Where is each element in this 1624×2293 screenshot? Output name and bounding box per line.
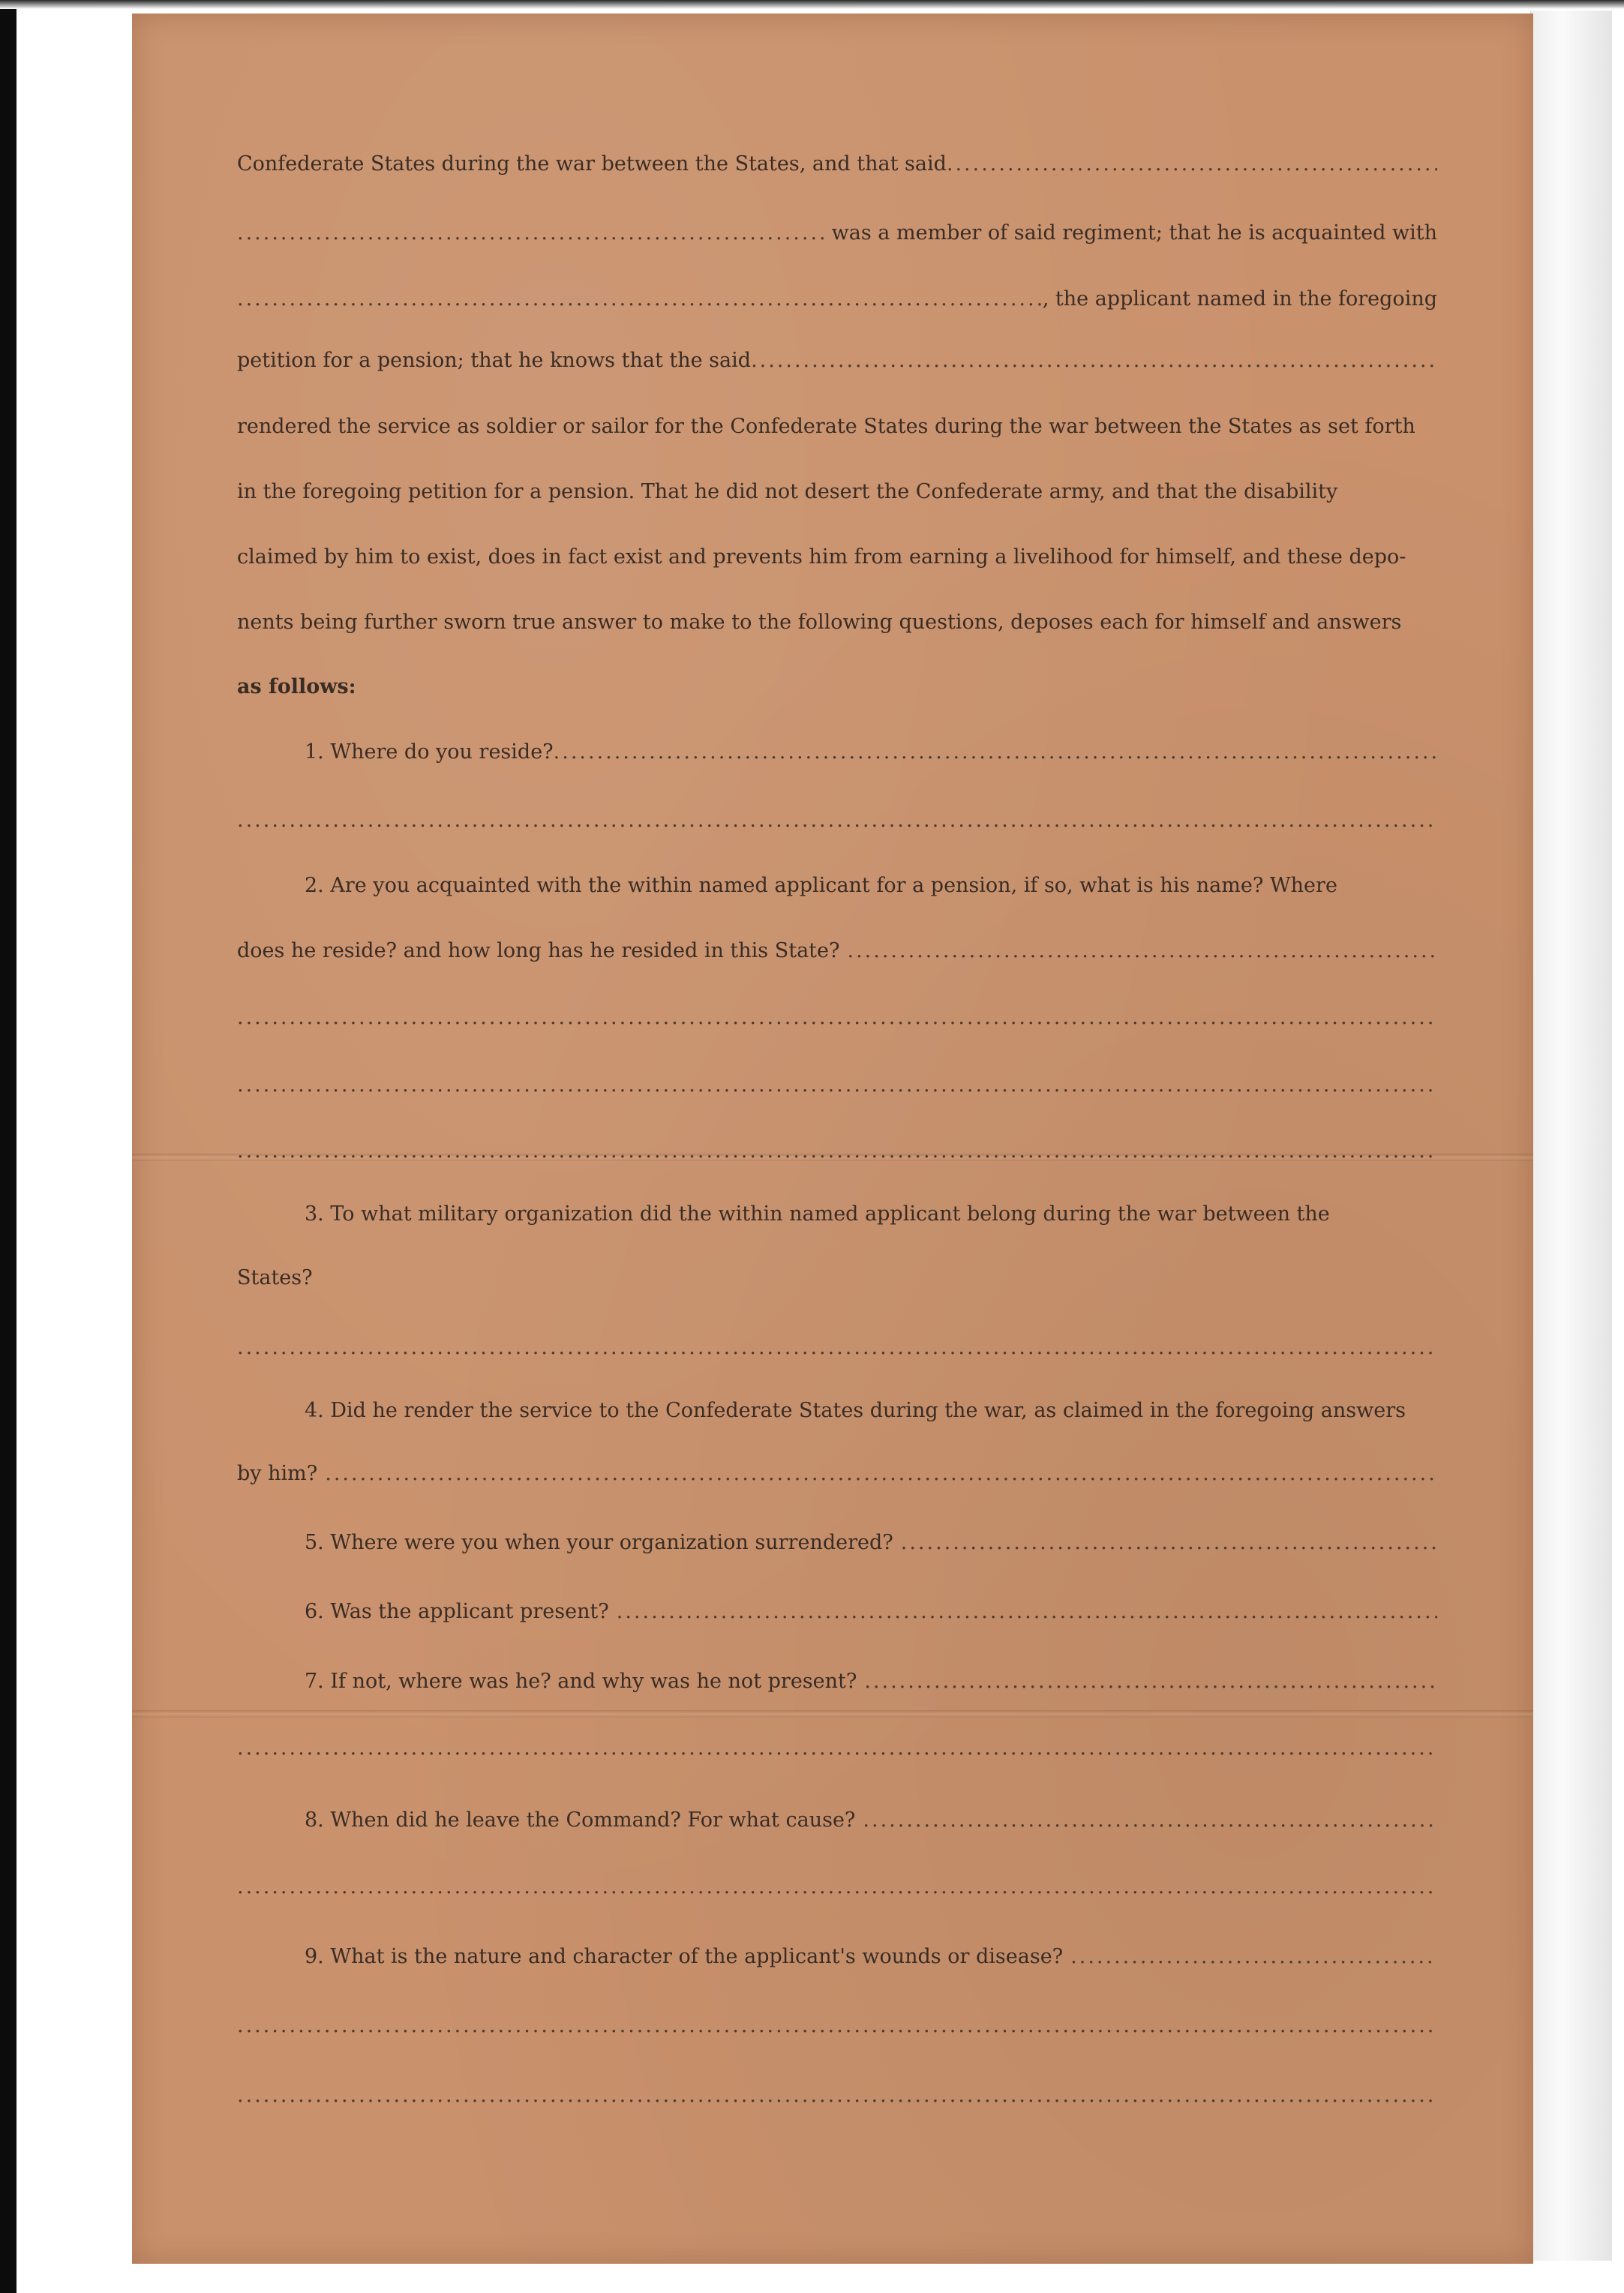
paragraph-line-3 [237,287,1437,317]
fold-crease [132,1710,1533,1718]
question-7 [237,1670,1437,1700]
paragraph-line-7 [237,545,1437,575]
paragraph-line-2 [237,221,1437,251]
question-8 [237,1808,1437,1838]
answer-blank[interactable] [237,1073,1437,1097]
question-6 [237,1600,1437,1630]
document-page [132,14,1533,2264]
question-text: 1. Where do you reside? [305,740,554,764]
answer-blank[interactable] [237,1875,1437,1898]
fill-in-blank[interactable] [237,287,1043,311]
question-2 [237,874,1437,904]
answer-line [237,1139,1437,1169]
question-4 [237,1399,1437,1429]
answer-blank[interactable] [554,740,1437,764]
paragraph-line-4 [237,349,1437,379]
answer-blank[interactable] [237,1336,1437,1359]
question-1 [237,740,1437,770]
scanner-edge [0,0,17,2293]
question-text: 9. What is the nature and character of the applicant's wounds or disease? [305,1945,1064,1968]
question-4-continued [237,1462,1437,1492]
question-2-continued [237,939,1437,969]
plastic-sleeve [1530,11,1612,2261]
text-fragment: , the applicant named in the foregoing [1042,287,1437,311]
question-9 [237,1945,1437,1975]
paragraph-line-8 [237,611,1437,641]
question-text: 3. To what military organization did the within named applicant belong during the war between the [305,1202,1330,1226]
question-text: States? [237,1266,313,1289]
answer-blank[interactable] [237,1006,1437,1029]
answer-blank[interactable] [863,1808,1437,1832]
fill-in-blank[interactable] [751,349,1437,372]
answer-blank[interactable] [848,939,1438,962]
fill-in-blank[interactable] [237,221,824,245]
answer-blank[interactable] [901,1531,1437,1554]
answer-blank[interactable] [864,1670,1437,1693]
answer-line [237,809,1437,839]
question-text: by him? [237,1462,318,1485]
question-3-continued [237,1266,1437,1296]
text-fragment: Confederate States during the war between the States, and that said [237,152,947,176]
question-text: 4. Did he render the service to the Confederate States during the war, as claimed in the foregoing answers [305,1399,1406,1422]
question-text: 6. Was the applicant present? [305,1600,609,1623]
answer-line [237,1875,1437,1905]
answer-blank[interactable] [237,1736,1437,1760]
answer-blank[interactable] [237,809,1437,832]
paragraph-line-9 [237,675,1437,705]
answer-blank[interactable] [617,1600,1437,1623]
question-text: 5. Where were you when your organization surrendered? [305,1531,893,1554]
scanner-top-edge [0,0,1624,9]
question-text: 2. Are you acquainted with the within named applicant for a pension, if so, what is his name? Where [305,874,1337,897]
answer-line [237,2014,1437,2044]
question-text: 7. If not, where was he? and why was he not present? [305,1670,857,1693]
answer-blank[interactable] [237,1139,1437,1163]
text-fragment: rendered the service as soldier or sailor for the Confederate States during the war between the States as set forth [237,415,1415,438]
question-text: does he reside? and how long has he resided in this State? [237,939,840,962]
question-text: 8. When did he leave the Command? For what cause? [305,1808,856,1832]
answer-blank[interactable] [237,2084,1437,2107]
answer-line [237,1736,1437,1766]
paragraph-line-1 [237,152,1437,182]
question-5 [237,1531,1437,1561]
answer-line [237,1006,1437,1036]
answer-blank[interactable] [1070,1945,1437,1968]
answer-blank[interactable] [325,1462,1437,1485]
fill-in-blank[interactable] [947,152,1437,176]
text-fragment: in the foregoing petition for a pension. That he did not desert the Confederate army, and that the disability [237,480,1338,503]
answer-line [237,2084,1437,2114]
text-fragment: as follows: [237,675,356,698]
answer-blank[interactable] [237,2014,1437,2037]
question-3 [237,1202,1437,1232]
paragraph-line-6 [237,480,1437,510]
answer-line [237,1073,1437,1103]
text-fragment: petition for a pension; that he knows that the said [237,349,752,372]
text-fragment: was a member of said regiment; that he is acquainted with [831,221,1437,245]
paragraph-line-5 [237,415,1437,445]
answer-line [237,1336,1437,1366]
text-fragment: nents being further sworn true answer to make to the following questions, deposes each for himself and answers [237,611,1402,634]
text-fragment: claimed by him to exist, does in fact exist and prevents him from earning a livelihood for himself, and these depo- [237,545,1406,569]
